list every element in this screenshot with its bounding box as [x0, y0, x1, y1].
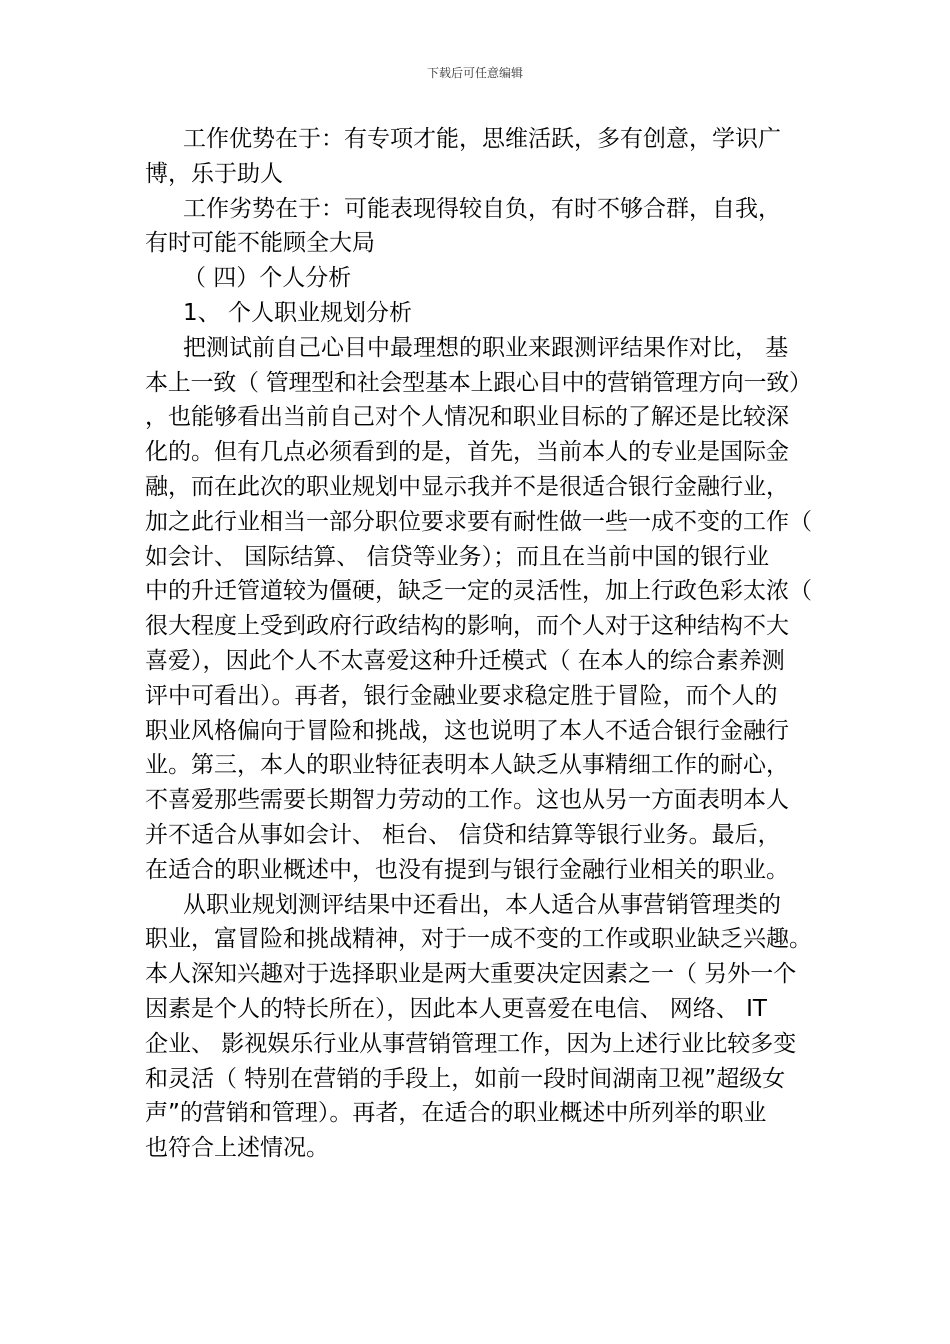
text-line: 不喜爱那些需要长期智力劳动的工作。这也从另一方面表明本人	[145, 787, 789, 814]
text-line: 有时可能不能顾全大局	[145, 230, 375, 257]
text-line: 1、 个人职业规划分析	[183, 299, 412, 326]
text-line: 工作优势在于：有专项才能，思维活跃，多有创意，学识广	[183, 126, 781, 152]
text-line: 把测试前自己心目中最理想的职业来跟测评结果作对比， 基	[183, 334, 789, 361]
text-line: 在适合的职业概述中，也没有提到与银行金融行业相关的职业。	[145, 856, 789, 883]
text-line: 并不适合从事如会计、 柜台、 信贷和结算等银行业务。最后，	[145, 821, 781, 848]
document-body	[145, 122, 815, 1166]
text-line: 声”的营销和管理）。再者，在适合的职业概述中所列举的职业	[145, 1100, 767, 1127]
text-line: 很大程度上受到政府行政结构的影响，而个人对于这种结构不大	[145, 613, 789, 640]
page-header: 下载后可任意编辑	[426, 66, 523, 80]
text-line: 职业，富冒险和挑战精神，对于一成不变的工作或职业缺乏兴趣。	[145, 926, 812, 953]
text-line: 化的。但有几点必须看到的是，首先，当前本人的专业是国际金	[145, 439, 789, 466]
text-line: 评中可看出）。再者，银行金融业要求稳定胜于冒险，而个人的	[145, 682, 778, 709]
text-line: 加之此行业相当一部分职位要求要有耐性做一些一成不变的工作（	[145, 508, 812, 535]
text-line: 如会计、 国际结算、 信贷等业务）；而且在当前中国的银行业	[145, 543, 770, 570]
text-line: 企业、 影视娱乐行业从事营销管理工作，因为上述行业比较多变	[145, 1030, 797, 1057]
text-line: 博，乐于助人	[145, 160, 283, 187]
text-line: 本人深知兴趣对于选择职业是两大重要决定因素之一（ 另外一个	[145, 961, 797, 988]
text-line: 和灵活（ 特别在营销的手段上，如前一段时间湖南卫视”超级女	[145, 1065, 786, 1092]
text-line: 喜爱），因此个人不太喜爱这种升迁模式（ 在本人的综合素养测	[145, 647, 785, 674]
text-line: 本上一致（ 管理型和社会型基本上跟心目中的营销管理方向一致）	[145, 369, 812, 396]
text-line: 职业风格偏向于冒险和挑战，这也说明了本人不适合银行金融行	[145, 717, 789, 744]
text-line: ，也能够看出当前自己对个人情况和职业目标的了解还是比较深	[145, 404, 789, 431]
text-line: 中的升迁管道较为僵硬，缺乏一定的灵活性，加上行政色彩太浓（	[145, 578, 812, 605]
text-line: 融，而在此次的职业规划中显示我并不是很适合银行金融行业，	[145, 473, 789, 500]
text-line: 业。第三，本人的职业特征表明本人缺乏从事精细工作的耐心，	[145, 752, 789, 779]
text-line: 工作劣势在于：可能表现得较自负，有时不够合群，自我，	[183, 195, 781, 222]
text-line: （ 四）个人分析	[183, 265, 352, 292]
text-line: 因素是个人的特长所在），因此本人更喜爱在电信、 网络、 IT	[145, 995, 767, 1022]
text-line: 从职业规划测评结果中还看出，本人适合从事营销管理类的	[183, 891, 781, 918]
text-line: 也符合上述情况。	[145, 1135, 329, 1162]
